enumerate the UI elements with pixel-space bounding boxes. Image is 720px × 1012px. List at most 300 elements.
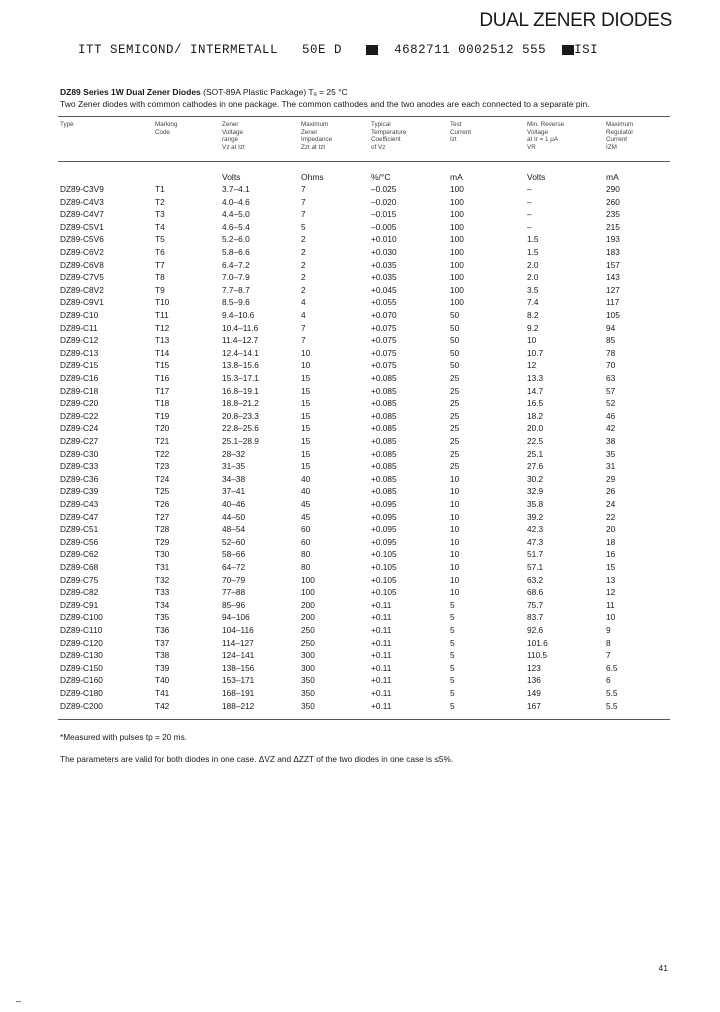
cell-vz: 44–50 [222, 511, 246, 522]
cell-vr: 10.7 [527, 347, 544, 358]
cell-vz: 153–171 [222, 675, 255, 686]
cell-zz: 250 [301, 637, 315, 648]
table-row [0, 184, 720, 197]
table-row [0, 486, 720, 499]
cell-iz: 100 [450, 297, 464, 308]
cell-marking: T39 [155, 662, 170, 673]
cell-zz: 15 [301, 448, 311, 459]
cell-ir: 31 [606, 461, 616, 472]
cell-ir: 26 [606, 486, 616, 497]
unit-vr: Volts [527, 172, 546, 182]
cell-marking: T15 [155, 360, 170, 371]
cell-type: DZ89-C4V3 [60, 196, 104, 207]
cell-vz: 13.8–15.6 [222, 360, 259, 371]
cell-vr: 1.5 [527, 247, 539, 257]
table-row [0, 360, 720, 373]
cell-marking: T2 [155, 196, 165, 207]
cell-type: DZ89-C5V1 [60, 221, 104, 232]
cell-vz: 138–156 [222, 662, 255, 673]
cell-tc: +0.085 [371, 486, 397, 497]
cell-type: DZ89-C20 [60, 398, 99, 409]
cell-vr: – [527, 221, 532, 232]
cell-ir: 70 [606, 360, 616, 371]
cell-iz: 50 [450, 322, 460, 333]
cell-ir: 20 [606, 524, 616, 535]
cell-iz: 25 [450, 373, 460, 383]
stamp-code: 50E D [302, 43, 343, 57]
cell-tc: +0.075 [371, 322, 397, 333]
cell-zz: 60 [301, 536, 311, 547]
table-row [0, 461, 720, 474]
cell-vr: 12 [527, 360, 537, 371]
cell-vz: 64–72 [222, 562, 246, 572]
cell-vz: 104–116 [222, 625, 254, 635]
cell-ir: 35 [606, 448, 616, 459]
cell-ir: 290 [606, 184, 620, 194]
cell-ir: 15 [606, 562, 616, 572]
table-row [0, 197, 720, 210]
cell-iz: 5 [450, 612, 455, 623]
unit-zz: Ohms [301, 172, 324, 182]
header-title: DUAL ZENER DIODES [479, 10, 672, 31]
cell-iz: 100 [450, 247, 464, 257]
cell-zz: 7 [301, 196, 306, 207]
table-row [0, 512, 720, 525]
cell-zz: 80 [301, 549, 311, 560]
cell-zz: 15 [301, 398, 311, 409]
cell-iz: 10 [450, 524, 460, 535]
table-row [0, 449, 720, 462]
cell-vz: 124–141 [222, 650, 255, 661]
cell-marking: T9 [155, 284, 165, 295]
cell-type: DZ89-C51 [60, 524, 99, 535]
cell-tc: +0.085 [371, 473, 397, 484]
cell-tc: +0.035 [371, 259, 397, 270]
cell-marking: T40 [155, 675, 170, 686]
cell-marking: T36 [155, 625, 170, 635]
cell-vr: 30.2 [527, 473, 544, 484]
cell-type: DZ89-C180 [60, 688, 103, 698]
cell-vz: 94–106 [222, 612, 250, 623]
cell-zz: 300 [301, 662, 315, 673]
cell-zz: 15 [301, 423, 311, 434]
cell-vr: 92.6 [527, 625, 544, 635]
cell-vr: 68.6 [527, 587, 544, 598]
cell-iz: 25 [450, 423, 460, 434]
cell-type: DZ89-C9V1 [60, 297, 104, 308]
cell-iz: 25 [450, 448, 460, 459]
rule-top [58, 116, 670, 117]
cell-type: DZ89-C12 [60, 335, 99, 346]
cell-zz: 2 [301, 234, 306, 245]
header-vz: Zener Voltage range Vz at Izt [222, 121, 245, 151]
cell-ir: 63 [606, 373, 616, 383]
rule-header [58, 161, 670, 162]
cell-vz: 28–32 [222, 448, 246, 459]
stamp-left: ITT SEMICOND/ INTERMETALL [78, 43, 279, 57]
cell-marking: T11 [155, 310, 169, 320]
cell-vz: 77–88 [222, 587, 246, 598]
cell-iz: 100 [450, 184, 464, 194]
cell-tc: +0.11 [371, 675, 392, 686]
cell-zz: 15 [301, 410, 311, 421]
cell-ir: 16 [606, 549, 616, 560]
cell-vr: 63.2 [527, 574, 544, 585]
cell-ir: 38 [606, 436, 616, 446]
cell-tc: +0.105 [371, 574, 397, 585]
cell-ir: 117 [606, 297, 620, 308]
cell-type: DZ89-C68 [60, 562, 99, 572]
cell-marking: T20 [155, 423, 170, 434]
cell-vz: 11.4–12.7 [222, 335, 259, 346]
cell-iz: 100 [450, 234, 464, 245]
cell-tc: +0.055 [371, 297, 397, 308]
table-row [0, 323, 720, 336]
cell-vr: 123 [527, 662, 541, 673]
cell-zz: 2 [301, 284, 306, 295]
cell-type: DZ89-C130 [60, 650, 103, 661]
cell-zz: 10 [301, 360, 311, 371]
cell-zz: 4 [301, 297, 306, 308]
cell-zz: 7 [301, 184, 306, 194]
cell-vz: 6.4–7.2 [222, 259, 250, 270]
cell-iz: 50 [450, 310, 460, 320]
cell-vz: 31–35 [222, 461, 246, 472]
cell-tc: +0.085 [371, 423, 397, 434]
cell-type: DZ89-C75 [60, 574, 99, 585]
cell-iz: 100 [450, 284, 464, 295]
cell-vr: 75.7 [527, 599, 544, 610]
cell-iz: 25 [450, 436, 460, 446]
cell-vz: 5.8–6.6 [222, 247, 250, 257]
header-marking: Marking Code [155, 121, 178, 136]
cell-type: DZ89-C22 [60, 410, 99, 421]
cell-iz: 50 [450, 335, 460, 346]
cell-marking: T26 [155, 499, 170, 509]
cell-vr: – [527, 196, 532, 207]
table-row [0, 675, 720, 688]
cell-ir: 215 [606, 221, 620, 232]
table-row [0, 638, 720, 651]
cell-marking: T32 [155, 574, 170, 585]
cell-zz: 200 [301, 599, 315, 610]
cell-zz: 15 [301, 436, 311, 446]
table-row [0, 587, 720, 600]
cell-marking: T21 [155, 436, 170, 446]
cell-tc: +0.095 [371, 536, 397, 547]
cell-vr: 110.5 [527, 650, 548, 661]
cell-vz: 10.4–11.6 [222, 322, 259, 333]
cell-iz: 5 [450, 662, 455, 673]
cell-vz: 85–96 [222, 599, 246, 610]
cell-tc: +0.075 [371, 335, 397, 346]
cell-tc: +0.11 [371, 688, 392, 698]
cell-marking: T13 [155, 335, 170, 346]
cell-tc: +0.070 [371, 310, 397, 320]
cell-vz: 4.4–5.0 [222, 209, 250, 220]
cell-ir: 6.5 [606, 662, 618, 673]
cell-vr: 47.3 [527, 536, 544, 547]
cell-zz: 15 [301, 385, 311, 396]
stamp-suffix: ISI [574, 43, 599, 57]
cell-iz: 25 [450, 385, 460, 396]
cell-marking: T14 [155, 347, 170, 358]
cell-ir: 24 [606, 499, 616, 509]
cell-vr: – [527, 184, 532, 194]
cell-ir: 11 [606, 599, 615, 610]
cell-vr: 42.3 [527, 524, 544, 535]
cell-type: DZ89-C8V2 [60, 284, 104, 295]
cell-ir: 157 [606, 259, 620, 270]
cell-zz: 40 [301, 486, 311, 497]
cell-vr: 27.6 [527, 461, 544, 472]
cell-tc: +0.11 [371, 599, 392, 610]
cell-tc: +0.085 [371, 385, 397, 396]
cell-tc: +0.045 [371, 284, 397, 295]
cell-marking: T3 [155, 209, 165, 220]
cell-tc: +0.075 [371, 347, 397, 358]
cell-zz: 2 [301, 272, 306, 283]
cell-marking: T35 [155, 612, 170, 623]
cell-vz: 4.6–5.4 [222, 221, 250, 232]
cell-tc: +0.085 [371, 398, 397, 409]
cell-iz: 5 [450, 700, 455, 711]
cell-zz: 10 [301, 347, 311, 358]
cell-ir: 94 [606, 322, 616, 333]
unit-vz: Volts [222, 172, 241, 182]
cell-vr: 136 [527, 675, 541, 686]
cell-type: DZ89-C3V9 [60, 184, 104, 194]
series-title [60, 87, 348, 97]
cell-tc: +0.095 [371, 511, 397, 522]
cell-ir: 143 [606, 272, 620, 283]
unit-iz: mA [450, 172, 463, 182]
cell-tc: –0.015 [371, 209, 397, 220]
cell-vr: 57.1 [527, 562, 544, 572]
series-title-rest: (SOT-89A Plastic Package) Tₐ = 25 °C [203, 87, 348, 97]
cell-ir: 42 [606, 423, 616, 434]
cell-zz: 15 [301, 373, 311, 383]
cell-marking: T31 [155, 562, 170, 572]
cell-vz: 25.1–28.9 [222, 436, 259, 446]
cell-vr: 18.2 [527, 410, 544, 421]
table-row [0, 411, 720, 424]
cell-ir: 46 [606, 410, 616, 421]
cell-marking: T38 [155, 650, 170, 661]
cell-iz: 10 [450, 486, 460, 497]
cell-type: DZ89-C15 [60, 360, 99, 371]
cell-zz: 7 [301, 322, 306, 333]
table-row [0, 234, 720, 247]
table-row [0, 297, 720, 310]
table-row [0, 335, 720, 348]
cell-marking: T1 [155, 184, 165, 194]
cell-zz: 350 [301, 675, 315, 686]
cell-type: DZ89-C5V6 [60, 234, 104, 245]
cell-vr: 101.6 [527, 637, 548, 648]
cell-marking: T37 [155, 637, 170, 648]
cell-marking: T30 [155, 549, 170, 560]
table-row [0, 373, 720, 386]
cell-vz: 114–127 [222, 637, 254, 648]
cell-iz: 100 [450, 272, 464, 283]
cell-vz: 70–79 [222, 574, 246, 585]
cell-vr: 2.0 [527, 259, 539, 270]
cell-tc: +0.11 [371, 612, 392, 623]
cell-zz: 300 [301, 650, 315, 661]
cell-marking: T34 [155, 599, 170, 610]
cell-type: DZ89-C24 [60, 423, 99, 434]
cell-iz: 5 [450, 625, 455, 635]
table-row [0, 310, 720, 323]
table-row [0, 600, 720, 613]
cell-ir: 52 [606, 398, 616, 409]
cell-ir: 7 [606, 650, 611, 661]
cell-marking: T4 [155, 221, 165, 232]
cell-vr: 9.2 [527, 322, 539, 333]
cell-type: DZ89-C62 [60, 549, 99, 560]
cell-iz: 10 [450, 499, 460, 509]
cell-type: DZ89-C82 [60, 587, 99, 598]
cell-zz: 250 [301, 625, 315, 635]
cell-iz: 5 [450, 599, 455, 610]
unit-ir: mA [606, 172, 619, 182]
cell-ir: 127 [606, 284, 620, 295]
cell-type: DZ89-C39 [60, 486, 99, 497]
cell-type: DZ89-C56 [60, 536, 99, 547]
cell-vr: 32.9 [527, 486, 544, 497]
cell-type: DZ89-C160 [60, 675, 103, 686]
cell-vz: 9.4–10.6 [222, 310, 255, 320]
cell-vr: 39.2 [527, 511, 544, 522]
cell-zz: 15 [301, 461, 311, 472]
cell-vr: 1.5 [527, 234, 539, 245]
header-ir: Maximum Regulator Current IZM [606, 121, 634, 151]
table-row [0, 562, 720, 575]
cell-marking: T41 [155, 688, 170, 698]
cell-vz: 40–46 [222, 499, 246, 509]
cell-marking: T10 [155, 297, 170, 308]
table-row [0, 209, 720, 222]
unit-tc: %/°C [371, 172, 391, 182]
cell-iz: 10 [450, 562, 460, 572]
table-row [0, 285, 720, 298]
cell-ir: 18 [606, 536, 616, 547]
cell-ir: 8 [606, 637, 611, 648]
table-row [0, 701, 720, 714]
cell-type: DZ89-C13 [60, 347, 99, 358]
table-row [0, 650, 720, 663]
cell-type: DZ89-C11 [60, 322, 98, 333]
cell-iz: 25 [450, 410, 460, 421]
cell-vr: 25.1 [527, 448, 544, 459]
cell-iz: 100 [450, 196, 464, 207]
cell-tc: +0.035 [371, 272, 397, 283]
cell-tc: –0.025 [371, 184, 397, 194]
table-row [0, 474, 720, 487]
cell-vr: 51.7 [527, 549, 544, 560]
cell-vz: 58–66 [222, 549, 246, 560]
cell-ir: 57 [606, 385, 616, 396]
rule-bottom [58, 719, 670, 720]
footnote-pulses: *Measured with pulses tp = 20 ms. [60, 732, 188, 742]
stamp-block-1 [366, 45, 378, 55]
cell-tc: +0.085 [371, 461, 397, 472]
cell-marking: T27 [155, 511, 170, 522]
cell-ir: 85 [606, 335, 616, 346]
cell-iz: 5 [450, 688, 455, 698]
cell-vz: 7.0–7.9 [222, 272, 250, 283]
cell-vr: 22.5 [527, 436, 544, 446]
cell-iz: 50 [450, 347, 460, 358]
cell-type: DZ89-C150 [60, 662, 103, 673]
cell-vz: 3.7–4.1 [222, 184, 250, 194]
cell-ir: 260 [606, 196, 620, 207]
cell-zz: 80 [301, 562, 311, 572]
cell-vz: 22.8–25.6 [222, 423, 259, 434]
table-row [0, 398, 720, 411]
header-tc: Typical Temperature Coefficient of Vz [371, 121, 407, 151]
cell-type: DZ89-C10 [60, 310, 99, 320]
header-type: Type [60, 121, 74, 128]
cell-iz: 100 [450, 221, 464, 232]
cell-zz: 7 [301, 335, 306, 346]
cell-type: DZ89-C47 [60, 511, 99, 522]
cell-ir: 9 [606, 625, 611, 635]
cell-type: DZ89-C43 [60, 499, 99, 509]
cell-iz: 10 [450, 587, 460, 598]
table-row [0, 575, 720, 588]
header-vr: Min. Reverse Voltage at Ir = 1 μA VR [527, 121, 565, 151]
cell-tc: +0.075 [371, 360, 397, 371]
cell-iz: 10 [450, 473, 460, 484]
cell-marking: T8 [155, 272, 165, 283]
stamp-block-2 [562, 45, 574, 55]
cell-ir: 78 [606, 347, 616, 358]
cell-vz: 5.2–6.0 [222, 234, 250, 245]
cell-zz: 2 [301, 247, 306, 257]
cell-marking: T5 [155, 234, 165, 245]
cell-zz: 2 [301, 259, 306, 270]
cell-type: DZ89-C33 [60, 461, 99, 472]
cell-marking: T28 [155, 524, 170, 535]
cell-ir: 10 [606, 612, 616, 623]
page-number: 41 [658, 963, 668, 973]
cell-vz: 37–41 [222, 486, 246, 497]
cell-tc: +0.010 [371, 234, 397, 245]
cell-marking: T29 [155, 536, 170, 547]
cell-vz: 20.8–23.3 [222, 410, 259, 421]
cell-type: DZ89-C4V7 [60, 209, 104, 220]
cell-ir: 12 [606, 587, 616, 598]
cell-tc: +0.11 [371, 700, 392, 711]
cell-vr: 149 [527, 688, 541, 698]
cell-vr: 83.7 [527, 612, 544, 623]
table-row [0, 272, 720, 285]
cell-vz: 18.8–21.2 [222, 398, 259, 409]
footnote-parameters: The parameters are valid for both diodes in one case. ΔVZ and ΔZZT of the two diodes in one case is ≤5%. [60, 754, 454, 764]
table-row [0, 348, 720, 361]
table-row [0, 524, 720, 537]
cell-marking: T16 [155, 373, 170, 383]
cell-vz: 15.3–17.1 [222, 373, 259, 383]
cell-type: DZ89-C6V2 [60, 247, 104, 257]
cell-type: DZ89-C110 [60, 625, 103, 635]
cell-marking: T22 [155, 448, 170, 459]
cell-zz: 100 [301, 587, 315, 598]
cell-zz: 4 [301, 310, 306, 320]
cell-marking: T12 [155, 322, 170, 333]
